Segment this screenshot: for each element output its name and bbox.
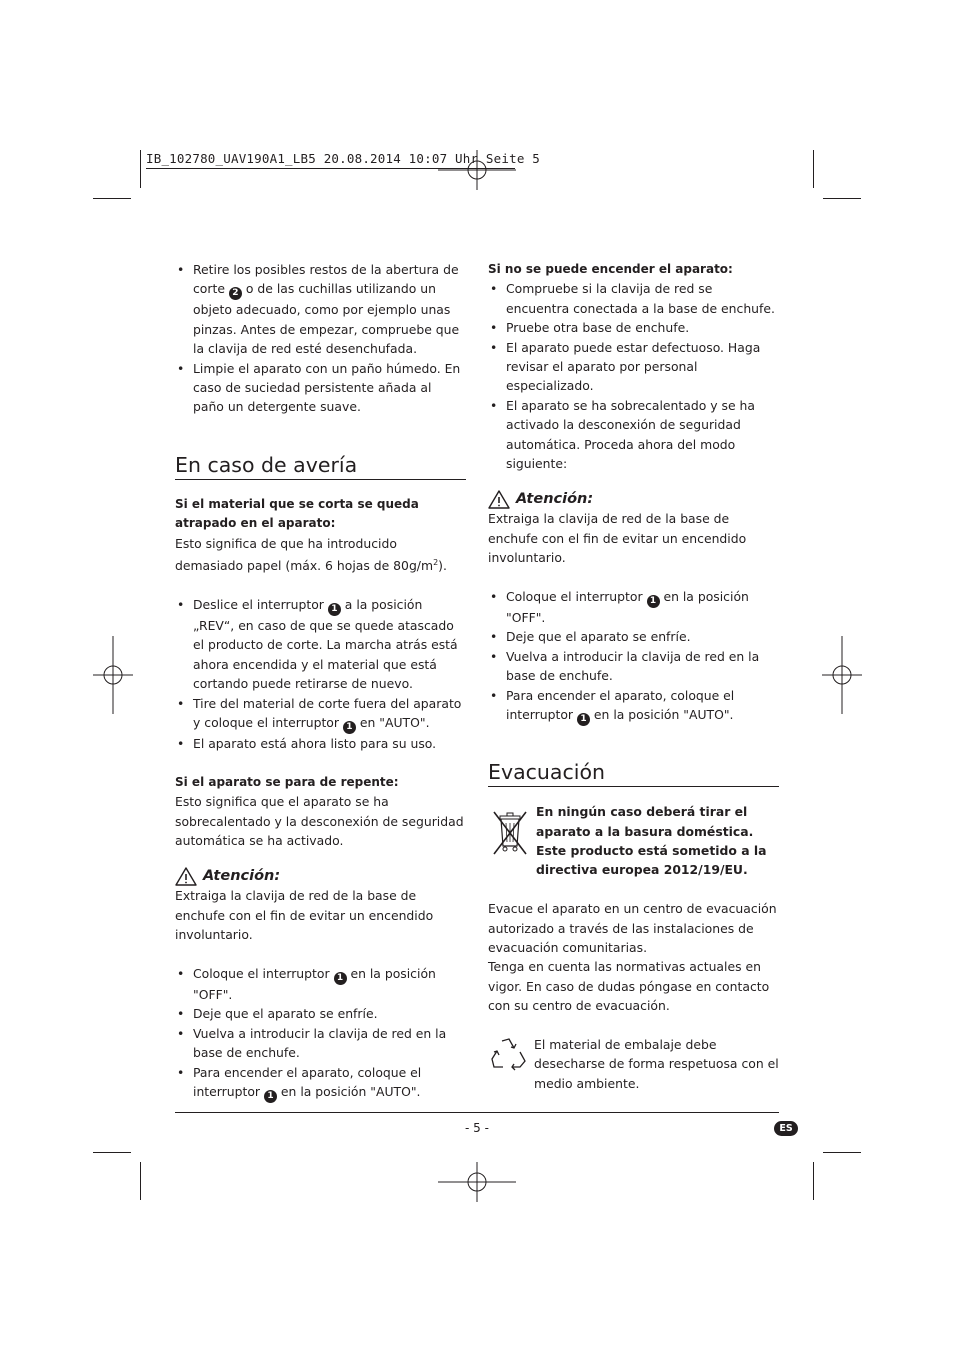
crop-mark: [813, 150, 814, 188]
switch-number-icon: 1: [334, 972, 347, 985]
left-column: [175, 260, 466, 1103]
print-slug: IB_102780_UAV190A1_LB5 20.08.2014 10:07 Uhr Seite 5: [146, 151, 541, 166]
no-power-heading: Si no se puede encender el aparato:: [488, 262, 733, 276]
list-item: • Para encender el aparato, coloque el interruptor 1 en la posición "AUTO".: [488, 686, 779, 726]
stuck-text: Esto significa de que ha introducido demasiado papel (máx. 6 hojas de $80g/m^2$).: [175, 535, 447, 574]
list-item: • Tire del material de corte fuera del aparato y coloque el interruptor 1 en "AUTO".: [175, 694, 466, 734]
crop-mark: [813, 1162, 814, 1200]
weee-notice: [488, 802, 779, 880]
list-item: • El aparato se ha sobrecalentado y se ha activado la desconexión de seguridad automática. Proceda ahora del modo siguiente:: [488, 396, 779, 474]
cleaning-list: [175, 260, 466, 417]
switch-number-icon: 1: [264, 1090, 277, 1103]
language-badge: ES: [774, 1121, 798, 1136]
attention-text: Extraiga la clavija de red de la base de enchufe con el fin de evitar un encendido involuntario.: [175, 888, 434, 943]
evacuation-text: Tenga en cuenta las normativas actuales en vigor. En caso de dudas póngase en contacto con su centro de evacuación.: [488, 959, 770, 1014]
section-title-evacuacion: Evacuación: [488, 760, 779, 787]
crop-mark: [93, 1152, 131, 1153]
stop-text: Esto significa que el aparato se ha sobrecalentado y la desconexión de seguridad automática se ha activado.: [175, 794, 464, 849]
attention-heading: Atención:: [488, 489, 779, 509]
attention-list: [175, 964, 466, 1103]
registration-mark-icon: [438, 150, 516, 190]
part-number-2-icon: 2: [229, 287, 242, 300]
list-item: • El aparato puede estar defectuoso. Haga revisar el aparato por personal especializado.: [488, 338, 779, 396]
list-item: • Coloque el interruptor 1 en la posición "OFF".: [175, 964, 466, 1004]
page-number: - 5 -: [465, 1121, 489, 1135]
recycle-icon: [488, 1035, 530, 1075]
attention-list: [488, 587, 779, 726]
list-item: • Deje que el aparato se enfríe.: [488, 627, 779, 646]
list-item: • Coloque el interruptor 1 en la posición "OFF".: [488, 587, 779, 627]
weee-text: En ningún caso deberá tirar el aparato a la basura doméstica. Este producto está sometido a la directiva europea 2012/19/EU.: [536, 804, 767, 878]
switch-number-icon: 1: [328, 603, 341, 616]
stuck-heading: Si el material que se corta se queda atrapado en el aparato:: [175, 496, 419, 531]
no-power-list: [488, 279, 779, 473]
right-column: [488, 260, 779, 1093]
list-item: • Limpie el aparato con un paño húmedo. En caso de suciedad persistente añada al paño un detergente suave.: [175, 359, 466, 417]
list-item: • Vuelva a introducir la clavija de red en la base de enchufe.: [175, 1024, 466, 1063]
crop-mark: [823, 1152, 861, 1153]
evacuation-text: Evacue el aparato en un centro de evacuación autorizado a través de las instalaciones de evacuación comunitarias.: [488, 901, 777, 955]
registration-mark-icon: [93, 636, 133, 714]
packaging-notice: [488, 1035, 779, 1093]
list-item: • Para encender el aparato, coloque el interruptor 1 en la posición "AUTO".: [175, 1063, 466, 1103]
list-item: • Compruebe si la clavija de red se encuentra conectada a la base de enchufe.: [488, 279, 779, 318]
switch-number-icon: 1: [647, 595, 660, 608]
list-item: • Retire los posibles restos de la abertura de corte 2 o de las cuchillas utilizando un objeto adecuado, como por ejemplo unas pinzas. Antes de empezar, compruebe que la clavija de red esté desenchufada.: [175, 260, 466, 359]
crop-mark: [823, 198, 861, 199]
list-item: • El aparato está ahora listo para su uso.: [175, 734, 466, 753]
crop-mark: [140, 150, 141, 188]
registration-mark-icon: [438, 1162, 516, 1202]
list-item: • Vuelva a introducir la clavija de red en la base de enchufe.: [488, 647, 779, 686]
switch-number-icon: 1: [577, 713, 590, 726]
warning-icon: [175, 867, 197, 886]
list-item: • Deslice el interruptor 1 a la posición „REV“, en caso de que se quede atascado el producto de corte. La marcha atrás está ahora encendida y el material que está cortando puede retirarse de nuevo.: [175, 595, 466, 694]
weee-bin-icon: [488, 808, 532, 860]
warning-icon: [488, 490, 510, 509]
list-item: • Pruebe otra base de enchufe.: [488, 318, 779, 337]
attention-heading: Atención:: [175, 866, 466, 886]
registration-mark-icon: [822, 636, 862, 714]
packaging-text: El material de embalaje debe desecharse de forma respetuosa con el medio ambiente.: [534, 1036, 779, 1091]
attention-text: Extraiga la clavija de red de la base de enchufe con el fin de evitar un encendido involuntario.: [488, 511, 747, 566]
crop-mark: [93, 198, 131, 199]
crop-mark: [140, 1162, 141, 1200]
stop-heading: Si el aparato se para de repente:: [175, 774, 399, 789]
section-title-averia: En caso de avería: [175, 453, 466, 480]
footer-rule: [175, 1112, 779, 1113]
list-item: • Deje que el aparato se enfríe.: [175, 1004, 466, 1023]
stuck-list: [175, 595, 466, 753]
switch-number-icon: 1: [343, 721, 356, 734]
